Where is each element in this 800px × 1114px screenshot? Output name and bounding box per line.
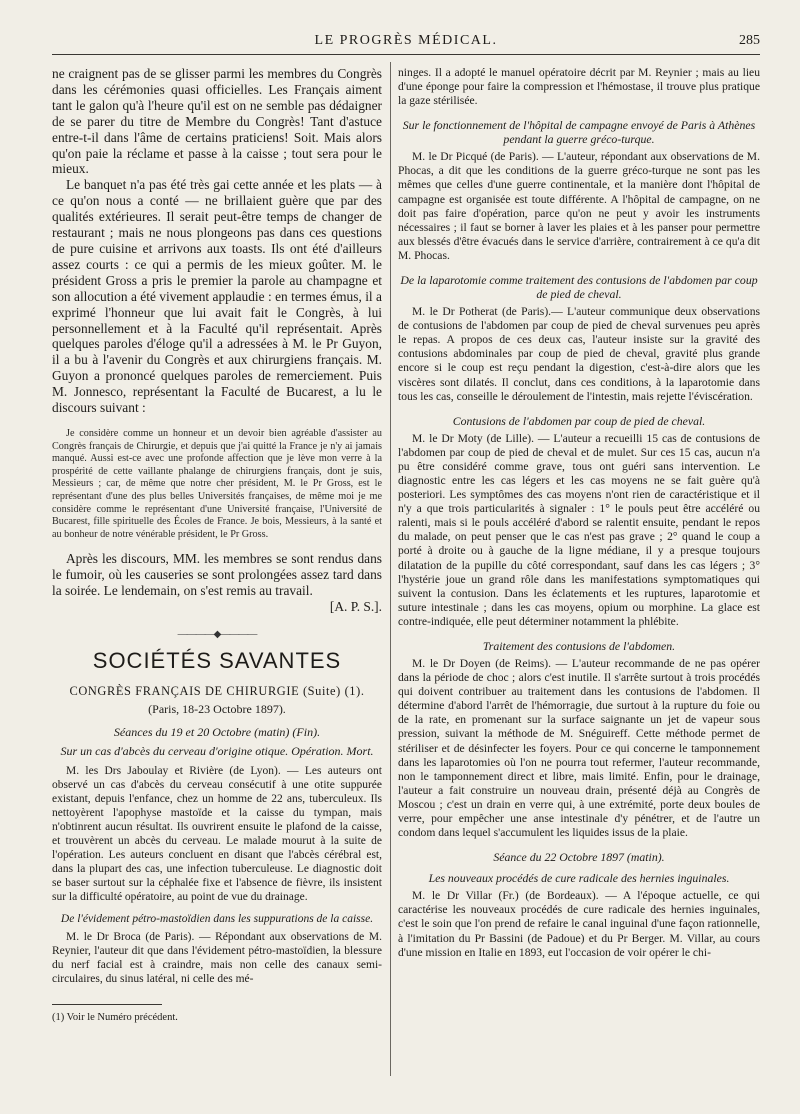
topic-heading: Sur un cas d'abcès du cerveau d'origine otique. Opération. Mort. (60, 743, 374, 758)
congress-date: (Paris, 18-23 Octobre 1897). (148, 701, 286, 716)
journal-title: LE PROGRÈS MÉDICAL. (314, 33, 498, 48)
paragraph: M. le Dr Moty (de Lille). — L'auteur a recueilli 15 cas de contusions de l'abdomen par coup de pied de cheval et de mulet. Sur ces 15 cas, aucun n'a pu être considéré comme grave, tous ont guéri sans intervention. Le diagnostic entre les cas légers et les cas moyens ne se fait guère qu'à posteriori. Les symptômes des cas moyens n'ont rien de caractéristique et il n'y a que trois particularités à signaler : 1° le pouls peut être accéléré ou ralenti, mais si le pouls accéléré d'abord se ralentit ensuite, pendant le repos du malade, on peut penser que le cas n'est pas grave ; 2° quand le coup a porté à droite ou à gauche de la ligne médiane, il y a presque toujours dilatation de la pupille du côté correspondant, sauf dans les cas légers ; 3° l'hystérie joue un grand rôle dans les manifestations symptomatiques qui suivent la contusion. Dans les éclatements et les ruptures, laparotomie et suture intestinale ; dans les cas moyens, opium ou morphine. La glace est contre-indiquée, elle peut déterminer notamment la phlébite. (398, 431, 760, 628)
topic-heading: Sur le fonctionnement de l'hôpital de campagne envoyé de Paris à Athènes pendant la guerre gréco-turque. (402, 118, 756, 147)
paragraph: ninges. Il a adopté le manuel opératoire décrit par M. Reynier ; mais au lieu d'une éponge pour faire la compression et l'hémostase, il trouve plus pratique la gaze stérilisée. (398, 66, 760, 108)
ornament-separator: ————◆———— (177, 628, 257, 640)
left-column (52, 66, 382, 1024)
paragraph: ne craignent pas de se glisser parmi les membres du Congrès dans les cérémonies quasi officielles. Les Français aiment tant le galon qu'à l'heure qu'il est on ne semble pas dédaigner de se parer du titre de Membre du Congrès! Tant d'astuce entre-t-il dans l'âme de certains praticiens! Soit. Mais alors qu'on paie la réclame et passe à la caisse ; tout sera pour le mieux. (52, 66, 382, 177)
paragraph: Le banquet n'a pas été très gai cette année et les plats — à ce qu'on nous a conté — ne brillaient guère que par des qualités extérieures. Il serait peut-être temps de changer de restaurant ; mais ne nous plongeons pas dans ces questions de pure cuisine et arrivons aux toasts. Ils ont été d'ailleurs assez courts : ce qui a permis de les mieux goûter. M. le président Gross a pris le premier la parole au champagne et son allocution a été vivement applaudie : en termes émus, il a exprimé l'honneur que lui avait fait le Congrès, à lui personnellement et à la Faculté qu'il représentait. Après quelques paroles d'éloge qu'il a adressées à M. le Pr Guyon, il a bu à l'avenir du Congrès et aux chirurgiens français. M. Guyon a prononcé quelques paroles de remerciement. Puis M. Jonnesco, représentant la Faculté de Bucarest, a lu le discours suivant : (52, 177, 382, 416)
seance-heading: Séances du 19 et 20 Octobre (matin) (Fin). (113, 724, 321, 739)
paragraph: M. le Dr Broca (de Paris). — Répondant aux observations de M. Reynier, l'auteur dit que dans l'évidement pétro-mastoïdien, la blessure du nerf facial est à craindre, mais non celle des canaux semi-circulaires, du sinus latéral, ni celle des mé- (52, 930, 382, 985)
paragraph: M. le Dr Potherat (de Paris).— L'auteur communique deux observations de contusions de l'abdomen par coup de pied de cheval survenues peu après le repas. A propos de ces deux cas, l'auteur insiste sur la gravité des contusions abdominales par coup de pied de cheval, gravité plus grande encore si le coup est reçu pendant la digestion, c'est-à-dire alors que les viscères sont dilatés. Il conclut, dans ces conditions, à la laparotomie dans tous les cas, conseille le déroulement de l'intestin, mais rejette l'éviscération. (398, 305, 760, 403)
paragraph: Après les discours, MM. les membres se sont rendus dans le fumoir, où les causeries se sont prolongées assez tard dans la soirée. Le lendemain, on s'est remis au travail. (52, 551, 382, 599)
topic-heading: De l'évidement pétro-mastoïdien dans les suppurations de la caisse. (60, 912, 374, 925)
topic-heading: Traitement des contusions de l'abdomen. (482, 639, 676, 653)
seance-heading: Séance du 22 Octobre 1897 (matin). (493, 850, 665, 865)
footnote-rule (52, 1004, 162, 1005)
page-number: 285 (739, 33, 760, 48)
paragraph: M. les Drs Jaboulay et Rivière (de Lyon). — Les auteurs ont observé un cas d'abcès du cerveau consécutif à une otite suppurée existant, depuis l'enfance, chez un homme de 22 ans, tuberculeux. Ils nettoyèrent l'apophyse mastoïde et la caisse du tympan, mais n'obtinrent aucun résultat. Ils ouvrirent ensuite le plafond de la caisse, et trouvèrent un abcès du cerveau. Le malade mourut à la suite de l'opération. Les auteurs concluent en disant que l'abcès cérébral est, dans la plupart des cas, une infection tuberculeuse. Le diagnostic doit se baser surtout sur la céphalée fixe et l'absence de fièvre, ils insistent sur la difficulté opératoire, au point de vue du drainage. (52, 764, 382, 903)
paragraph: M. le Dr Picqué (de Paris). — L'auteur, répondant aux observations de M. Phocas, a dit que les conditions de la guerre gréco-turque ne sont pas les mêmes que celles d'une guerre continentale, et la manière dont l'hôpital de campagne est organisée est toute différente. A l'hôpital de campagne, on ne doit pas faire d'opération, parce qu'on ne peut y avoir les instruments nécessaires ; il faut se borner à laver les plaies et à les panser pour permettre aux blessés d'être évacués dans le service d'arrière, contrairement à ce qu'a dit M. Phocas. (398, 150, 760, 262)
paragraph: M. le Dr Doyen (de Reims). — L'auteur recommande de ne pas opérer dans la période de choc ; alors c'est inutile. Il s'arrête surtout à trois procédés qui doivent contribuer au traitement dans les contusions de l'abdomen. Il détermine d'abord l'arrêt de l'hémorragie, due surtout à la rupture du foie ou de la rate, en promenant sur la surface saignante un jet de vapeur sous pression, suivant la méthode de M. Snéguireff. Cette méthode permet de stériliser et de désinfecter les foyers. Pour ce qui concerne le tamponnement dans les laparotomies où l'on ne pourra tout refermer, l'auteur recommande, non le tamponnement direct et libre, mais limité. Enfin, pour le drainage, l'auteur a fait construire un nouveau drain, présenté déjà au Congrès de Moscou ; c'est un drain en verre qui, à une extrémité, porte deux boules de verre, pour empêcher une anse intestinale d'y pénétrer, et de l'autre un condom dans lequel s'accumulent les liquides issus de la plaie. (398, 657, 760, 840)
topic-heading: Les nouveaux procédés de cure radicale des hernies inguinales. (428, 871, 730, 886)
paragraph: M. le Dr Villar (Fr.) (de Bordeaux). — A l'époque actuelle, ce qui caractérise les nouveaux procédés de cure radicale des hernies inguinales, c'est le soin que l'on prend de refaire le canal inguinal d'une façon rationnelle, à l'imitation du Pr Bassini (de Padoue) et du Pr Berger. M. Villar, au cours d'une mission en Italie en 1893, eut l'occasion de voir opérer le chi- (398, 889, 760, 959)
speech-quote: Je considère comme un honneur et un devoir bien agréable d'assister au Congrès français de Chirurgie, et depuis que j'ai quitté la France je n'y ai jamais manqué. Aussi est-ce avec une profonde affection que je lève mon verre à la prospérité de cette vaillante phalange de chirurgiens français, dont je suis, Messieurs ; car, de même que notre cher président, M. le Pr Gross, est le représentant d'une des plus belles Universités françaises, de même moi je me considère comme le représentant d'une Université française, l'Université de Bucarest, fille spirituelle des Écoles de France. Je bois, Messieurs, à la santé et au bonheur de notre vénérable président, le Pr Gross. (52, 427, 382, 540)
footnote: (1) Voir le Numéro précédent. (52, 1011, 178, 1023)
section-heading: SOCIÉTÉS SAVANTES (92, 647, 342, 673)
signature: [A. P. S.]. (329, 599, 382, 614)
running-header (52, 28, 760, 55)
right-column (398, 66, 760, 960)
topic-heading: Contusions de l'abdomen par coup de pied de cheval. (452, 413, 706, 428)
topic-heading: De la laparotomie comme traitement des contusions de l'abdomen par coup de pied de cheval. (400, 273, 758, 302)
column-divider (390, 62, 391, 1076)
congress-title: CONGRÈS FRANÇAIS DE CHIRURGIE (Suite) (1). (69, 683, 365, 698)
